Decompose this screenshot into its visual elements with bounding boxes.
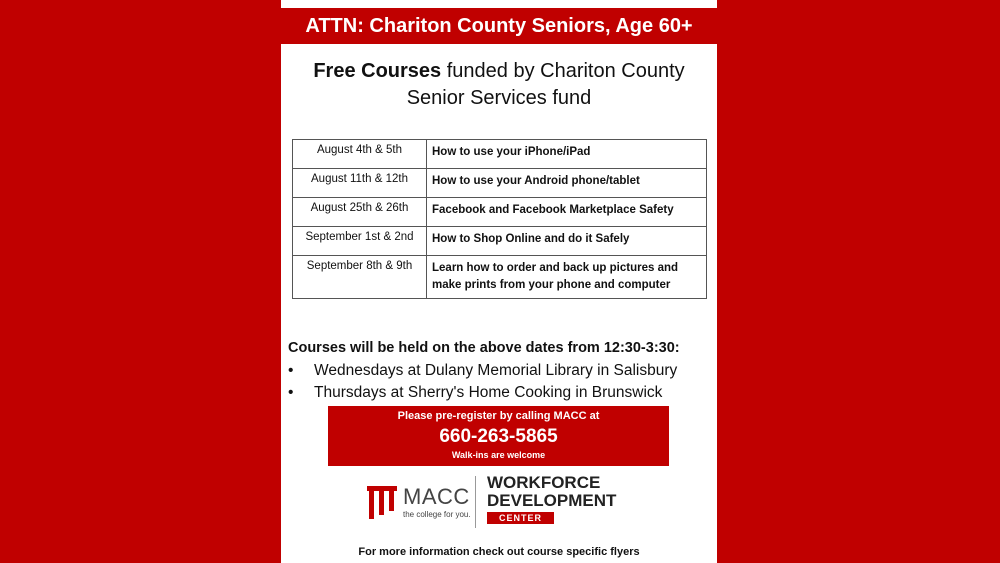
course-title: How to use your Android phone/tablet [427,169,707,198]
register-box [328,406,669,466]
course-date: August 11th & 12th [293,169,427,198]
subtitle-rest: funded by Chariton County [441,60,685,82]
course-date: August 4th & 5th [293,140,427,169]
schedule-heading: Courses will be held on the above dates from 12:30-3:30: [288,340,680,356]
table-row [293,256,707,299]
course-date: September 1st & 2nd [293,227,427,256]
location-text: Wednesdays at Dulany Memorial Library in Salisbury [314,362,678,379]
footer-note: For more information check out course specific flyers [358,546,640,558]
course-title: Learn how to order and back up pictures and make prints from your phone and computer [427,256,707,299]
courses-table [292,139,707,299]
subtitle-bold: Free Courses [313,60,442,82]
logo-divider [475,476,476,528]
banner-title: ATTN: Chariton County Seniors, Age 60+ [281,8,717,44]
macc-tagline: the college for you. [403,510,471,519]
register-phone[interactable]: 660-263-5865 [439,426,558,447]
wdc-center-badge: CENTER [487,512,554,524]
table-row [293,140,707,169]
wdc-logo [487,474,616,510]
walkins-text: Walk-ins are welcome [451,450,546,460]
subtitle-line2: Senior Services fund [406,87,592,109]
register-text: Please pre-register by calling MACC at [397,410,600,422]
course-date: August 25th & 26th [293,198,427,227]
macc-name: MACC [403,484,470,509]
subtitle [281,58,717,112]
wdc-line1: WORKFORCE [487,473,601,492]
macc-logo-icon [365,482,399,520]
flyer [281,0,717,563]
table-row [293,169,707,198]
course-title: Facebook and Facebook Marketplace Safety [427,198,707,227]
table-row [293,198,707,227]
table-row [293,227,707,256]
list-item [288,382,677,404]
course-title: How to use your iPhone/iPad [427,140,707,169]
list-item [288,360,677,382]
course-title: How to Shop Online and do it Safely [427,227,707,256]
wdc-line2: DEVELOPMENT [487,491,617,510]
course-date: September 8th & 9th [293,256,427,299]
bullet-icon: • [288,362,294,379]
logo-row [365,472,645,532]
location-text: Thursdays at Sherry's Home Cooking in Brunswick [314,384,663,401]
bullet-icon: • [288,384,294,401]
location-list [288,360,677,404]
